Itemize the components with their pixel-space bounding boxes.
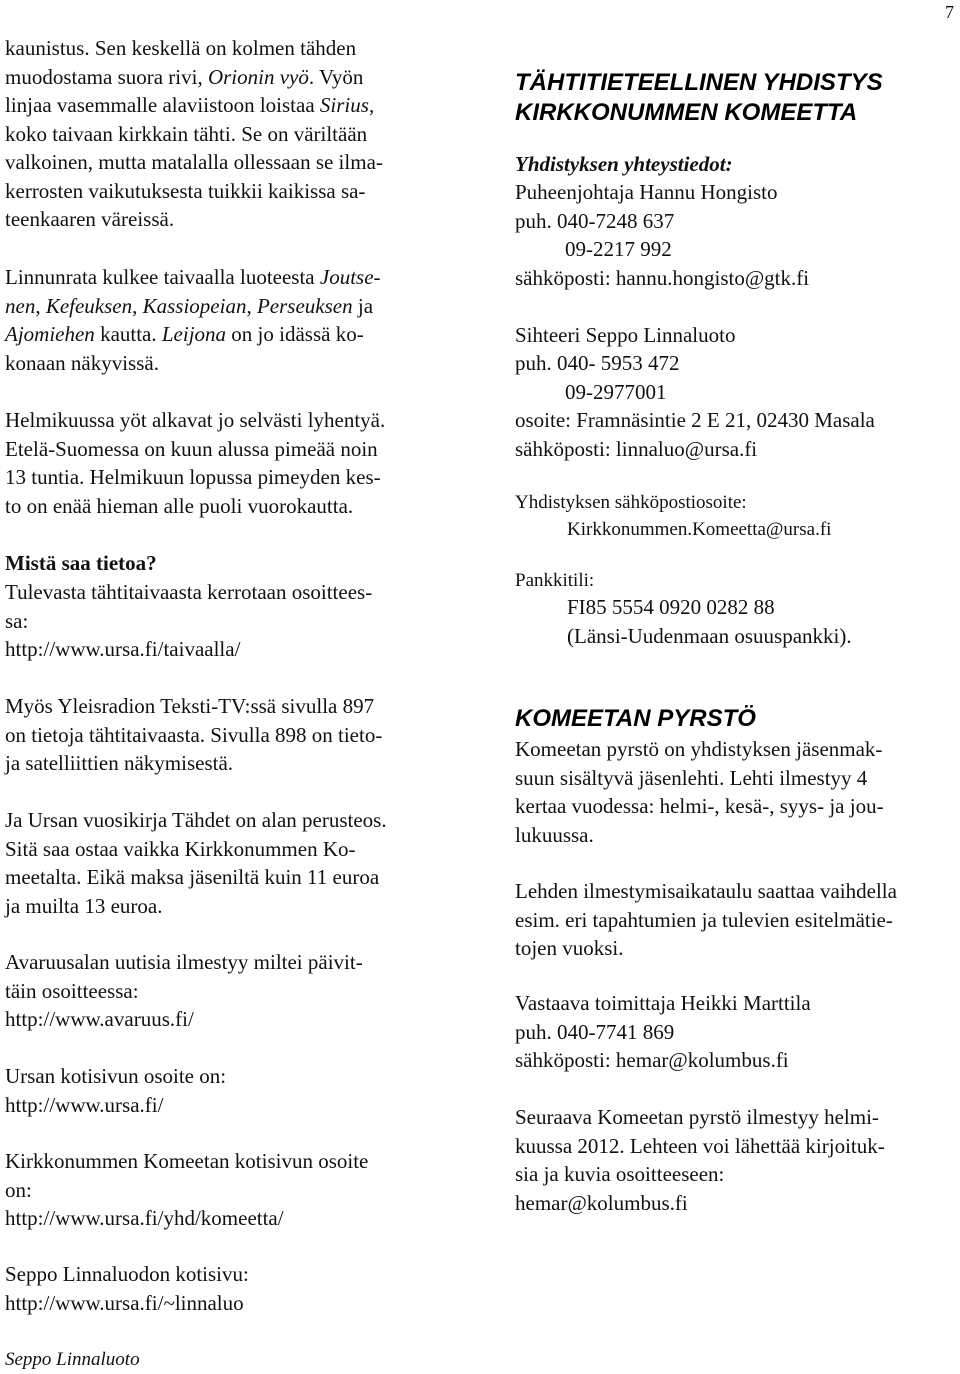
assoc-email-label: Yhdistyksen sähköpostiosoite:: [515, 492, 747, 513]
text-run: kaunistus. Sen keskellä on kolmen tähden: [5, 36, 357, 60]
text-line: [515, 735, 882, 764]
italic-term: Joutse-: [319, 265, 381, 289]
text-run: suun sisältyvä jäsenlehti. Lehti ilmestyy 4: [515, 765, 868, 790]
text-run: http://www.ursa.fi/~linnaluo: [5, 1290, 244, 1315]
text-run: kertaa vuodessa: helmi-, kesä-, syys- ja jou-: [515, 794, 884, 818]
text-line: [5, 607, 28, 636]
text-line: [515, 1160, 724, 1189]
chair-phone: puh. 040-7248 637: [515, 209, 675, 233]
text-run: ja: [352, 293, 374, 318]
text-line: [515, 792, 884, 821]
text-line: [5, 1091, 163, 1120]
text-run: Helmikuussa yöt alkavat jo selvästi lyhentyä.: [5, 408, 386, 432]
text-run: kerrosten vaikutuksesta tuikkii kaikissa sa-: [5, 178, 366, 203]
text-line: [5, 806, 387, 835]
secretary-email: sähköposti: linnaluo@ursa.fi: [515, 437, 758, 461]
text-run: http://www.ursa.fi/: [5, 1092, 164, 1117]
text-line: [5, 1062, 226, 1091]
text-run: puh. 040-7741 869: [515, 1019, 675, 1044]
text-line: [5, 1204, 284, 1233]
text-line: [5, 120, 367, 149]
text-run: to on enää hieman alle puoli vuorokautta.: [5, 493, 354, 518]
signature: Seppo Linnaluoto: [5, 1349, 140, 1370]
text-line: [5, 320, 364, 349]
secretary-address: osoite: Framnäsintie 2 E 21, 02430 Masala: [515, 408, 875, 432]
text-run: http://www.avaruus.fi/: [5, 1007, 194, 1031]
text-run: tojen vuoksi.: [515, 936, 624, 960]
chair-phone2: 09-2217 992: [565, 237, 672, 261]
text-line: [515, 934, 624, 963]
text-line: [5, 1176, 32, 1205]
italic-term: Leijona: [161, 322, 227, 346]
italic-term: Orionin vyö: [207, 64, 309, 89]
association-title-line1: TÄHTITIETEELLINEN YHDISTYS: [515, 69, 883, 96]
text-run: meetalta. Eikä maksa jäseniltä kuin 11 euroa: [5, 865, 380, 889]
text-line: [5, 263, 381, 292]
text-run: Myös Yleisradion Teksti-TV:ssä sivulla 897: [5, 694, 375, 718]
italic-term: Kefeuksen: [45, 293, 133, 318]
text-line: [5, 492, 353, 521]
text-run: sia ja kuvia osoitteeseen:: [515, 1162, 725, 1186]
text-run: esim. eri tapahtumien ja tulevien esitelmätie-: [515, 907, 893, 932]
text-run: sähköposti: hemar@kolumbus.fi: [515, 1048, 789, 1072]
text-run: lukuussa.: [515, 822, 594, 847]
text-line: [5, 578, 372, 607]
italic-term: Sirius: [319, 93, 369, 117]
text-run: valkoinen, mutta matalalla ollessaan se ilma-: [5, 150, 383, 174]
text-line: [5, 892, 162, 921]
text-line: [5, 835, 356, 864]
text-run: on:: [5, 1177, 32, 1202]
text-line: [5, 349, 159, 378]
secretary-phone2: 09-2977001: [565, 380, 667, 404]
text-run: Linnunrata kulkee taivaalla luoteesta: [5, 265, 320, 289]
text-line: [515, 877, 897, 906]
text-run: Tulevasta tähtitaivaasta kerrotaan osoittees-: [5, 580, 373, 604]
italic-term: Kassiopeian: [142, 293, 247, 318]
text-run: . Vyön: [308, 64, 364, 89]
text-line: [5, 692, 374, 721]
text-line: [5, 406, 385, 435]
bank-name: (Länsi-Uudenmaan osuuspankki).: [567, 624, 852, 648]
text-line: [5, 34, 356, 63]
text-run: muodostama suora rivi,: [5, 64, 208, 89]
chair-email: sähköposti: hannu.hongisto@gtk.fi: [515, 266, 810, 290]
text-run: Seuraava Komeetan pyrstö ilmestyy helmi-: [515, 1105, 879, 1129]
italic-term: Ajomiehen: [5, 322, 95, 346]
text-run: hemar@kolumbus.fi: [515, 1190, 688, 1215]
text-line: [5, 177, 365, 206]
text-line: [515, 1018, 674, 1047]
text-line: [5, 749, 233, 778]
text-run: ,: [246, 293, 257, 318]
text-line: [5, 205, 174, 234]
text-line: [5, 635, 240, 664]
text-line: [5, 435, 378, 464]
chair-name: Puheenjohtaja Hannu Hongisto: [515, 180, 778, 204]
text-run: kautta.: [94, 322, 162, 346]
secretary-name: Sihteeri Seppo Linnaluoto: [515, 323, 736, 347]
text-line: [5, 91, 374, 120]
text-run: http://www.ursa.fi/yhd/komeetta/: [5, 1206, 284, 1230]
text-line: [5, 463, 381, 492]
italic-term: nen: [5, 293, 36, 318]
text-run: ,: [132, 293, 143, 318]
secretary-phone: puh. 040- 5953 472: [515, 351, 680, 375]
text-line: [515, 906, 893, 935]
text-line: [5, 863, 379, 892]
text-run: teenkaaren väreissä.: [5, 207, 175, 231]
text-run: ja satelliittien näkymisestä.: [5, 751, 234, 775]
italic-term: Perseuksen: [256, 293, 353, 318]
text-run: Vastaava toimittaja Heikki Marttila: [515, 991, 811, 1015]
text-line: [5, 1260, 249, 1289]
text-run: on tietoja tähtitaivaasta. Sivulla 898 on tieto-: [5, 722, 383, 747]
text-run: Komeetan pyrstö on yhdistyksen jäsenmak-: [515, 737, 883, 761]
text-run: Etelä-Suomessa on kuun alussa pimeää noin: [5, 436, 378, 461]
text-run: koko taivaan kirkkain tähti. Se on väriltään: [5, 121, 368, 146]
text-line: [515, 1189, 688, 1218]
text-line: [515, 1046, 789, 1075]
text-line: [515, 764, 867, 793]
text-run: konaan näkyvissä.: [5, 350, 159, 375]
bank-label: Pankkitili:: [515, 570, 595, 591]
text-line: [515, 989, 811, 1018]
pyrsto-heading: KOMEETAN PYRSTÖ: [515, 705, 756, 732]
bank-account: FI85 5554 0920 0282 88: [567, 595, 775, 619]
text-run: on jo idässä ko-: [226, 322, 364, 346]
text-run: ,: [35, 293, 46, 318]
text-line: [5, 292, 373, 321]
text-run: Kirkkonummen Komeetan kotisivun osoite: [5, 1149, 369, 1173]
text-run: ,: [368, 93, 375, 117]
text-line: [5, 948, 363, 977]
text-run: linjaa vasemmalle alaviistoon loistaa: [5, 93, 320, 117]
text-run: kuussa 2012. Lehteen voi lähettää kirjoituk-: [515, 1133, 885, 1158]
text-run: Sitä saa ostaa vaikka Kirkkonummen Ko-: [5, 836, 356, 861]
assoc-email: Kirkkonummen.Komeetta@ursa.fi: [567, 519, 832, 540]
text-line: [5, 1289, 244, 1318]
text-run: Lehden ilmestymisaikataulu saattaa vaihdella: [515, 879, 897, 903]
text-run: Avaruusalan uutisia ilmestyy miltei päivit-: [5, 950, 363, 974]
text-run: http://www.ursa.fi/taivaalla/: [5, 637, 241, 661]
text-run: Ursan kotisivun osoite on:: [5, 1064, 227, 1088]
page-number: 7: [945, 2, 954, 22]
text-run: Seppo Linnaluodon kotisivu:: [5, 1262, 249, 1286]
text-line: [515, 821, 594, 850]
text-run: 13 tuntia. Helmikuun lopussa pimeyden kes-: [5, 465, 381, 489]
text-line: [5, 1147, 368, 1176]
text-line: [5, 1005, 194, 1034]
text-run: täin osoitteessa:: [5, 978, 139, 1003]
association-title-line2: KIRKKONUMMEN KOMEETTA: [515, 99, 858, 126]
text-line: [515, 1132, 885, 1161]
text-line: [515, 1103, 879, 1132]
text-line: [5, 63, 363, 92]
text-run: ja muilta 13 euroa.: [5, 893, 163, 918]
text-run: Ja Ursan vuosikirja Tähdet on alan perusteos.: [5, 808, 387, 832]
contact-heading: Yhdistyksen yhteystiedot:: [515, 152, 733, 176]
text-line: [5, 721, 382, 750]
text-line: [5, 148, 383, 177]
mista-heading: Mistä saa tietoa?: [5, 551, 157, 575]
text-run: sa:: [5, 608, 29, 633]
text-line: [5, 977, 139, 1006]
